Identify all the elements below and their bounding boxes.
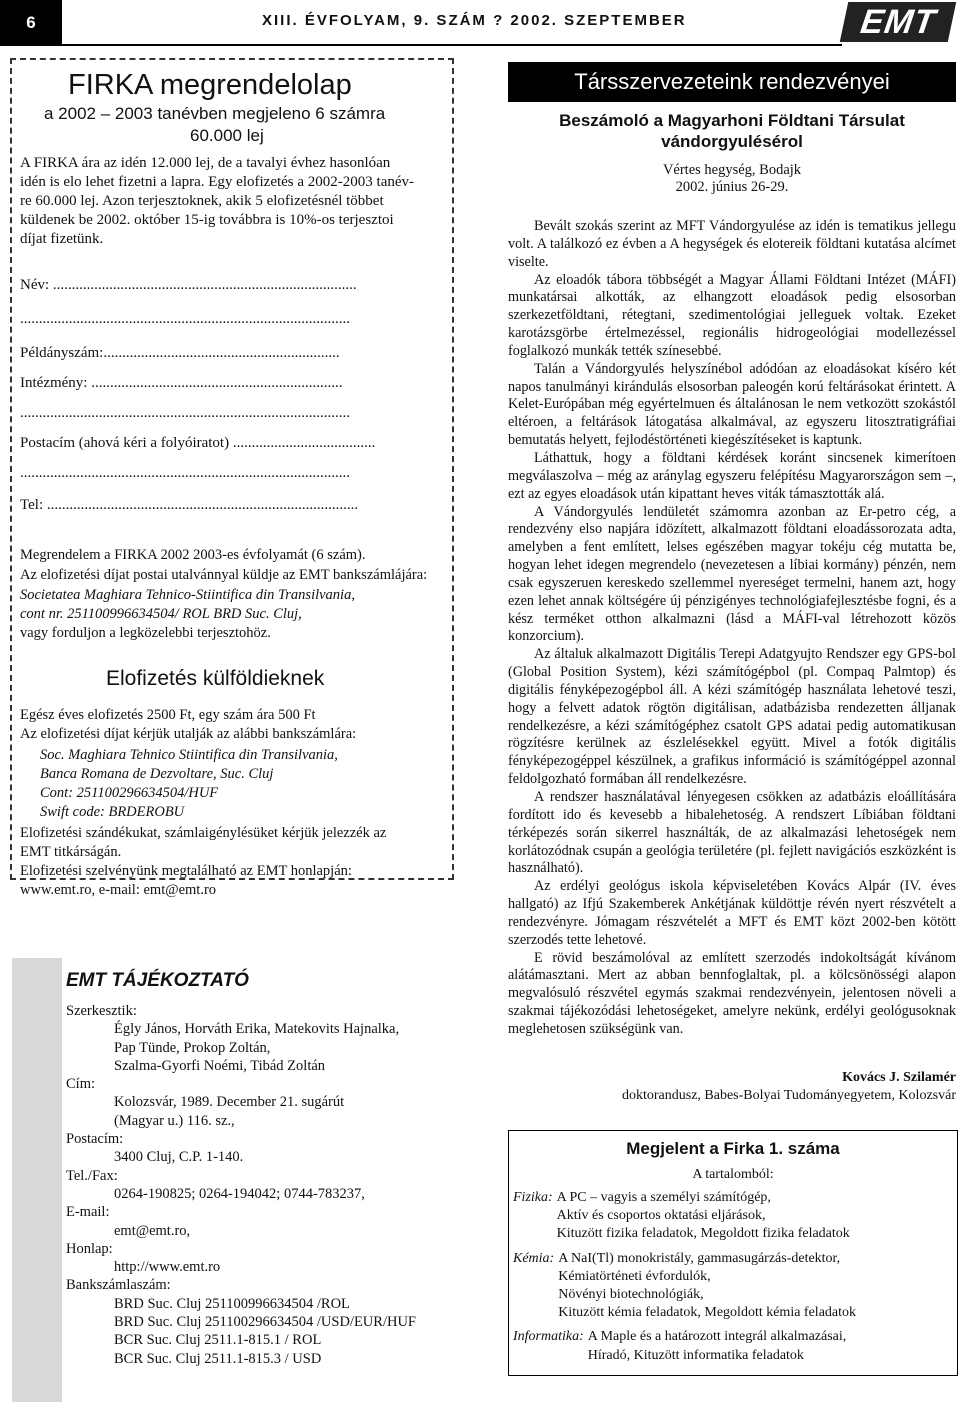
- editors-label: Szerkesztik:: [66, 1003, 137, 1019]
- section-label: Fizika:: [513, 1190, 553, 1205]
- editor-line: Pap Tünde, Prokop Zoltán,: [114, 1039, 271, 1056]
- article-paragraph: A Vándorgyulés lendületét számomra azonban az Er-petro cég, a rendezvény elso napjára idözített, alkalmazott földtani eloadássorozata adta, amelyben a fent említett, lelses egészében magyar tokéju cég mutatta be, hogyan lehet idegen megrendelo (nevezetesen a líbiai kormány) pénzén, nem csak egyszeruen kereskedo szellemmel nyereséget termelni, hanem azt, hogy ezen lehet annak költségére új pénzigényes technológiafejlesztésbe fogni, és a kész terméket otthon alkalmazni (lásd a MÁFI-val létrehozott közös konzorcium).: [508, 503, 956, 645]
- article-date: 2002. június 26-29.: [675, 179, 789, 195]
- section-line: Kémiatörténeti évfordulók,: [558, 1268, 711, 1284]
- abroad-end-line: Elofizetési szándékukat, számlaigénylésüket kérjük jelezzék az: [20, 825, 387, 841]
- intro-line: küldenek be 2002. október 15-ig továbbra is 10%-os terjesztoi: [20, 212, 394, 228]
- abroad-text: [20, 706, 450, 744]
- firka-box-subtitle: A tartalomból:: [692, 1167, 774, 1182]
- abroad-account: [40, 746, 450, 822]
- email-link[interactable]: emt@emt.ro,: [114, 1222, 191, 1239]
- section-line: Növényi biotechnológiák,: [558, 1287, 704, 1303]
- section-line: A PC – vagyis a személyi számítógép,: [556, 1190, 771, 1205]
- bank-account: BRD Suc. Cluj 251100296634504 /USD/EUR/HUF: [114, 1314, 416, 1331]
- payment-end: vagy forduljon a legközelebbi terjesztohöz.: [20, 625, 271, 641]
- abroad-end-line: EMT titkárságán.: [20, 844, 122, 860]
- article-meta: [508, 162, 956, 196]
- page-number: 6: [0, 0, 62, 46]
- payment-text: Az elofizetési díjat postai utalvánnyal küldje az EMT bankszámlájára:: [20, 567, 428, 583]
- section-lines: [557, 1189, 850, 1244]
- firka-section-kemia: [513, 1250, 953, 1323]
- bank-account: BCR Suc. Cluj 2511.1-815.3 / USD: [114, 1350, 322, 1367]
- article-place: Vértes hegység, Bodajk: [662, 162, 802, 178]
- info-content: [66, 1002, 480, 1368]
- section-line: Híradó, Kituzött informatika feladatok: [587, 1347, 804, 1363]
- article-body: [508, 218, 956, 1039]
- abroad-line: Az elofizetési díjat kérjük utalják az alábbi bankszámlára:: [20, 726, 357, 742]
- order-form-box: [10, 58, 454, 898]
- institution-field-cont[interactable]: ........................................................................................: [20, 405, 350, 421]
- tel-numbers: 0264-190825; 0264-194042; 0744-783237,: [114, 1185, 365, 1202]
- abroad-account-line: Swift code: BRDEROBU: [40, 804, 185, 820]
- abroad-account-line: Soc. Maghiara Tehnico Stiintifica din Transilvania,: [40, 747, 338, 763]
- order-form-price: 60.000 lej: [190, 126, 264, 145]
- article-paragraph: Talán a Vándorgyulés helyszínébol adódóan az eloadásokat kíséro két napos tanulmányi kirándulás elsosorban paleogén korú feltárásokat érintett. A Kelet-Európában még egyértelmuen és általánosan le nem vetkozött szokástól eltéroen, a feltárások látogatása alkalmával, az egyszeru litosztratigráfiai bemutatás helyett, fejlodéstörténeti kiegészítéseket is kaptunk.: [508, 360, 956, 449]
- article-paragraph: Az erdélyi geológus iskola képviseletében Kovács Alpár (IV. éves hallgató) az Ifjú Szakemberek Ankétjának küldöttje révén nyert részvételt a rendezvényre. Jómagam részvételét a MFT és EMT közt 2002-ben kötött szerzodés tette lehetové.: [508, 878, 956, 948]
- abroad-account-line: Cont: 251100296634504/HUF: [40, 785, 219, 801]
- info-title: EMT TÁJÉKOZTATÓ: [66, 970, 249, 991]
- firka-contents: [513, 1189, 953, 1365]
- tel-label: Tel./Fax:: [66, 1167, 118, 1184]
- section-label: Kémia:: [513, 1250, 555, 1266]
- web-label: Honlap:: [66, 1240, 113, 1257]
- intro-line: re 60.000 lej. Azon terjesztoknek, akik 5 elofizetésnél többet: [20, 193, 384, 209]
- article-paragraph: Láthattuk, hogy a földtani kérdések koránt sincsenek kimerítoen megválaszolva – még az aránylag egyszeru felépítésu Magyarországon sem –, ezt az egyes eloadások után kipattant heves viták támasztották alá.: [508, 449, 956, 502]
- editor-line: Égly János, Horváth Erika, Matekovits Hajnalka,: [114, 1021, 400, 1038]
- issue-line: XIII. ÉVFOLYAM, 9. SZÁM ? 2002. SZEPTEMBER: [262, 12, 687, 29]
- copies-field[interactable]: Példányszám:...............................................................: [20, 345, 340, 361]
- phone-field[interactable]: Tel: ...................................................................................: [20, 497, 359, 513]
- firka-box-title: Megjelent a Firka 1. száma: [626, 1139, 840, 1158]
- institution-field[interactable]: Intézmény: ...................................................................: [20, 375, 343, 391]
- article-paragraph: Bevált szokás szerint az MFT Vándorgyulése az idén is tematikus jellegu volt. A találkozó ez évben a A hegységek és elotereik földtani kutatása alcímet viselte.: [508, 218, 956, 270]
- order-form-subtitle: a 2002 – 2003 tanévben megjeleno 6 számra: [44, 104, 386, 123]
- abroad-account-line: Banca Romana de Dezvoltare, Suc. Cluj: [40, 766, 274, 782]
- account-line: Societatea Maghiara Tehnico-Stiintifica din Transilvania,: [20, 587, 355, 603]
- article-author: Kovács J. Szilamér: [842, 1070, 956, 1085]
- intro-line: idén is elo lehet fizetni a lapra. Egy elofizetés a 2002-2003 tanév-: [20, 174, 415, 190]
- order-intro: [20, 154, 450, 249]
- name-field-cont[interactable]: ........................................................................................: [20, 311, 350, 327]
- section-line: Kituzött fizika feladatok, Megoldott fizika feladatok: [556, 1226, 850, 1242]
- abroad-title: Elofizetés külföldieknek: [106, 667, 325, 690]
- article-title-line: vándorgyulésérol: [661, 132, 803, 151]
- bank-account: BRD Suc. Cluj 251100996634504 /ROL: [114, 1295, 350, 1312]
- emt-info-box: [12, 958, 482, 1402]
- logo-text: EMT: [857, 2, 939, 41]
- abroad-end-line: Elofizetési szelvényünk megtalálható az EMT honlapján:: [20, 863, 352, 879]
- article-title-line: Beszámoló a Magyarhoni Földtani Társulat: [559, 111, 905, 130]
- name-field[interactable]: Név: .................................................................................: [20, 277, 357, 293]
- section-lines: [588, 1328, 847, 1364]
- article-title: [508, 110, 956, 152]
- postal-label: Postacím:: [66, 1131, 124, 1148]
- order-text: Megrendelem a FIRKA 2002 2003-es évfolyamát (6 szám).: [20, 547, 366, 563]
- firka-section-fizika: [513, 1189, 953, 1244]
- address-field-cont[interactable]: ........................................................................................: [20, 465, 350, 481]
- intro-line: díjat fizetünk.: [20, 231, 104, 247]
- firka-issue-box: [508, 1130, 958, 1376]
- emt-logo: [840, 2, 957, 42]
- section-label: Informatika:: [513, 1329, 584, 1345]
- section-lines: [558, 1250, 856, 1323]
- abroad-line: Egész éves elofizetés 2500 Ft, egy szám ára 500 Ft: [20, 707, 316, 723]
- section-line: Kituzött kémia feladatok, Megoldott kémia feladatok: [558, 1305, 857, 1321]
- section-line: A Maple és a határozott integrál alkalmazásai,: [587, 1329, 847, 1345]
- abroad-end-line: www.emt.ro, e-mail: emt@emt.ro: [20, 882, 217, 898]
- bank-account: BCR Suc. Cluj 2511.1-815.1 / ROL: [114, 1332, 322, 1349]
- order-form-title: FIRKA megrendelolap: [68, 69, 352, 101]
- postal-address: 3400 Cluj, C.P. 1-140.: [114, 1149, 244, 1166]
- article-paragraph: Az általuk alkalmazott Digitális Terepi Adatgyujto Rendszer egy GPS-bol (Global Position System), kézi számítógépbol (pl. Compaq Palmtop) és digitális fényképezogépbol áll. A kézi számítógép használata lehetové teszi, hogy a felvett adatok rögtön digitálisan, adatbázisba rendezetten álljanak rendelkezésre, a kézi számítógéphez csatolt GPS adatai pedig automatikusan rögzítésre kerülnek az észlelésekkel együtt. Mivel a fotók digitális fényképezogéppel készülnek, a grafikus információ is számítógéppel azonnal feldolgozható formában áll rendelkezésre.: [508, 646, 956, 788]
- bank-label: Bankszámlaszám:: [66, 1277, 171, 1294]
- editor-line: Szalma-Gyorfi Noémi, Tibád Zoltán: [114, 1057, 326, 1074]
- address-field[interactable]: Postacím (ahová kéri a folyóiratot) ......................................: [20, 435, 376, 451]
- email-label: E-mail:: [66, 1204, 110, 1221]
- section-line: Aktív és csoportos oktatási eljárások,: [556, 1208, 766, 1224]
- article-paragraph: A rendszer használatával lényegesen csökken az adatbázis eloállítására fordított ido és kevesebb a hibalehetoség. A rendszert Líbiában földtani térképezés során sikerrel használták, de az alkalmazási lehetoségek nem korlátozódnak csupán a geológia területére (pl. fejlett navigációs eszközként is használható).: [508, 789, 956, 877]
- section-line: A NaI(Tl) monokristály, gammasugárzás-detektor,: [558, 1250, 841, 1266]
- firka-section-informatika: [513, 1328, 953, 1364]
- events-banner: Társszervezeteink rendezvényei: [508, 62, 956, 102]
- address-line: Kolozsvár, 1989. December 21. sugárút: [114, 1094, 345, 1111]
- web-link[interactable]: http://www.emt.ro: [114, 1259, 221, 1276]
- address-label: Cím:: [66, 1076, 96, 1093]
- article-paragraph: Az eloadók tábora többségét a Magyar Állami Földtani Intézet (MÁFI) munkatársai alkották, az elhangzott eloadások pedig elsosorban szerkezetföldtani, rétegtani, szedimentológiai jelleguek voltak. Ezeket karotázsgörbe értelmezéssel, regionális hidrogeológiai modellezéssel foglalkozó munkák tették színesebbé.: [508, 271, 956, 359]
- abroad-end: [20, 824, 450, 900]
- article-affiliation: doktorandusz, Babes-Bolyai Tudományegyetem, Kolozsvár: [621, 1088, 956, 1103]
- header-rule: [62, 44, 842, 46]
- address-line: (Magyar u.) 116. sz.,: [114, 1112, 235, 1129]
- intro-line: A FIRKA ára az idén 12.000 lej, de a tavalyi évhez hasonlóan: [20, 155, 391, 171]
- article-paragraph: E rövid beszámolóval az említett szerzodés indokoltságát kívánom alátámasztani. Mert az abban bennfoglaltak, pl. a kölcsönösségi alapon megvalósuló részvétel egymás szakmai rendezvényein, jelentosen növeli a szakmai tájékozódási lehetoségeket, amelyre nekünk, erdélyi geológusoknak meglehetosen szükségünk van.: [508, 949, 956, 1037]
- payment-account: [20, 586, 450, 624]
- account-line: cont nr. 251100996634504/ ROL BRD Suc. Cluj,: [20, 606, 302, 622]
